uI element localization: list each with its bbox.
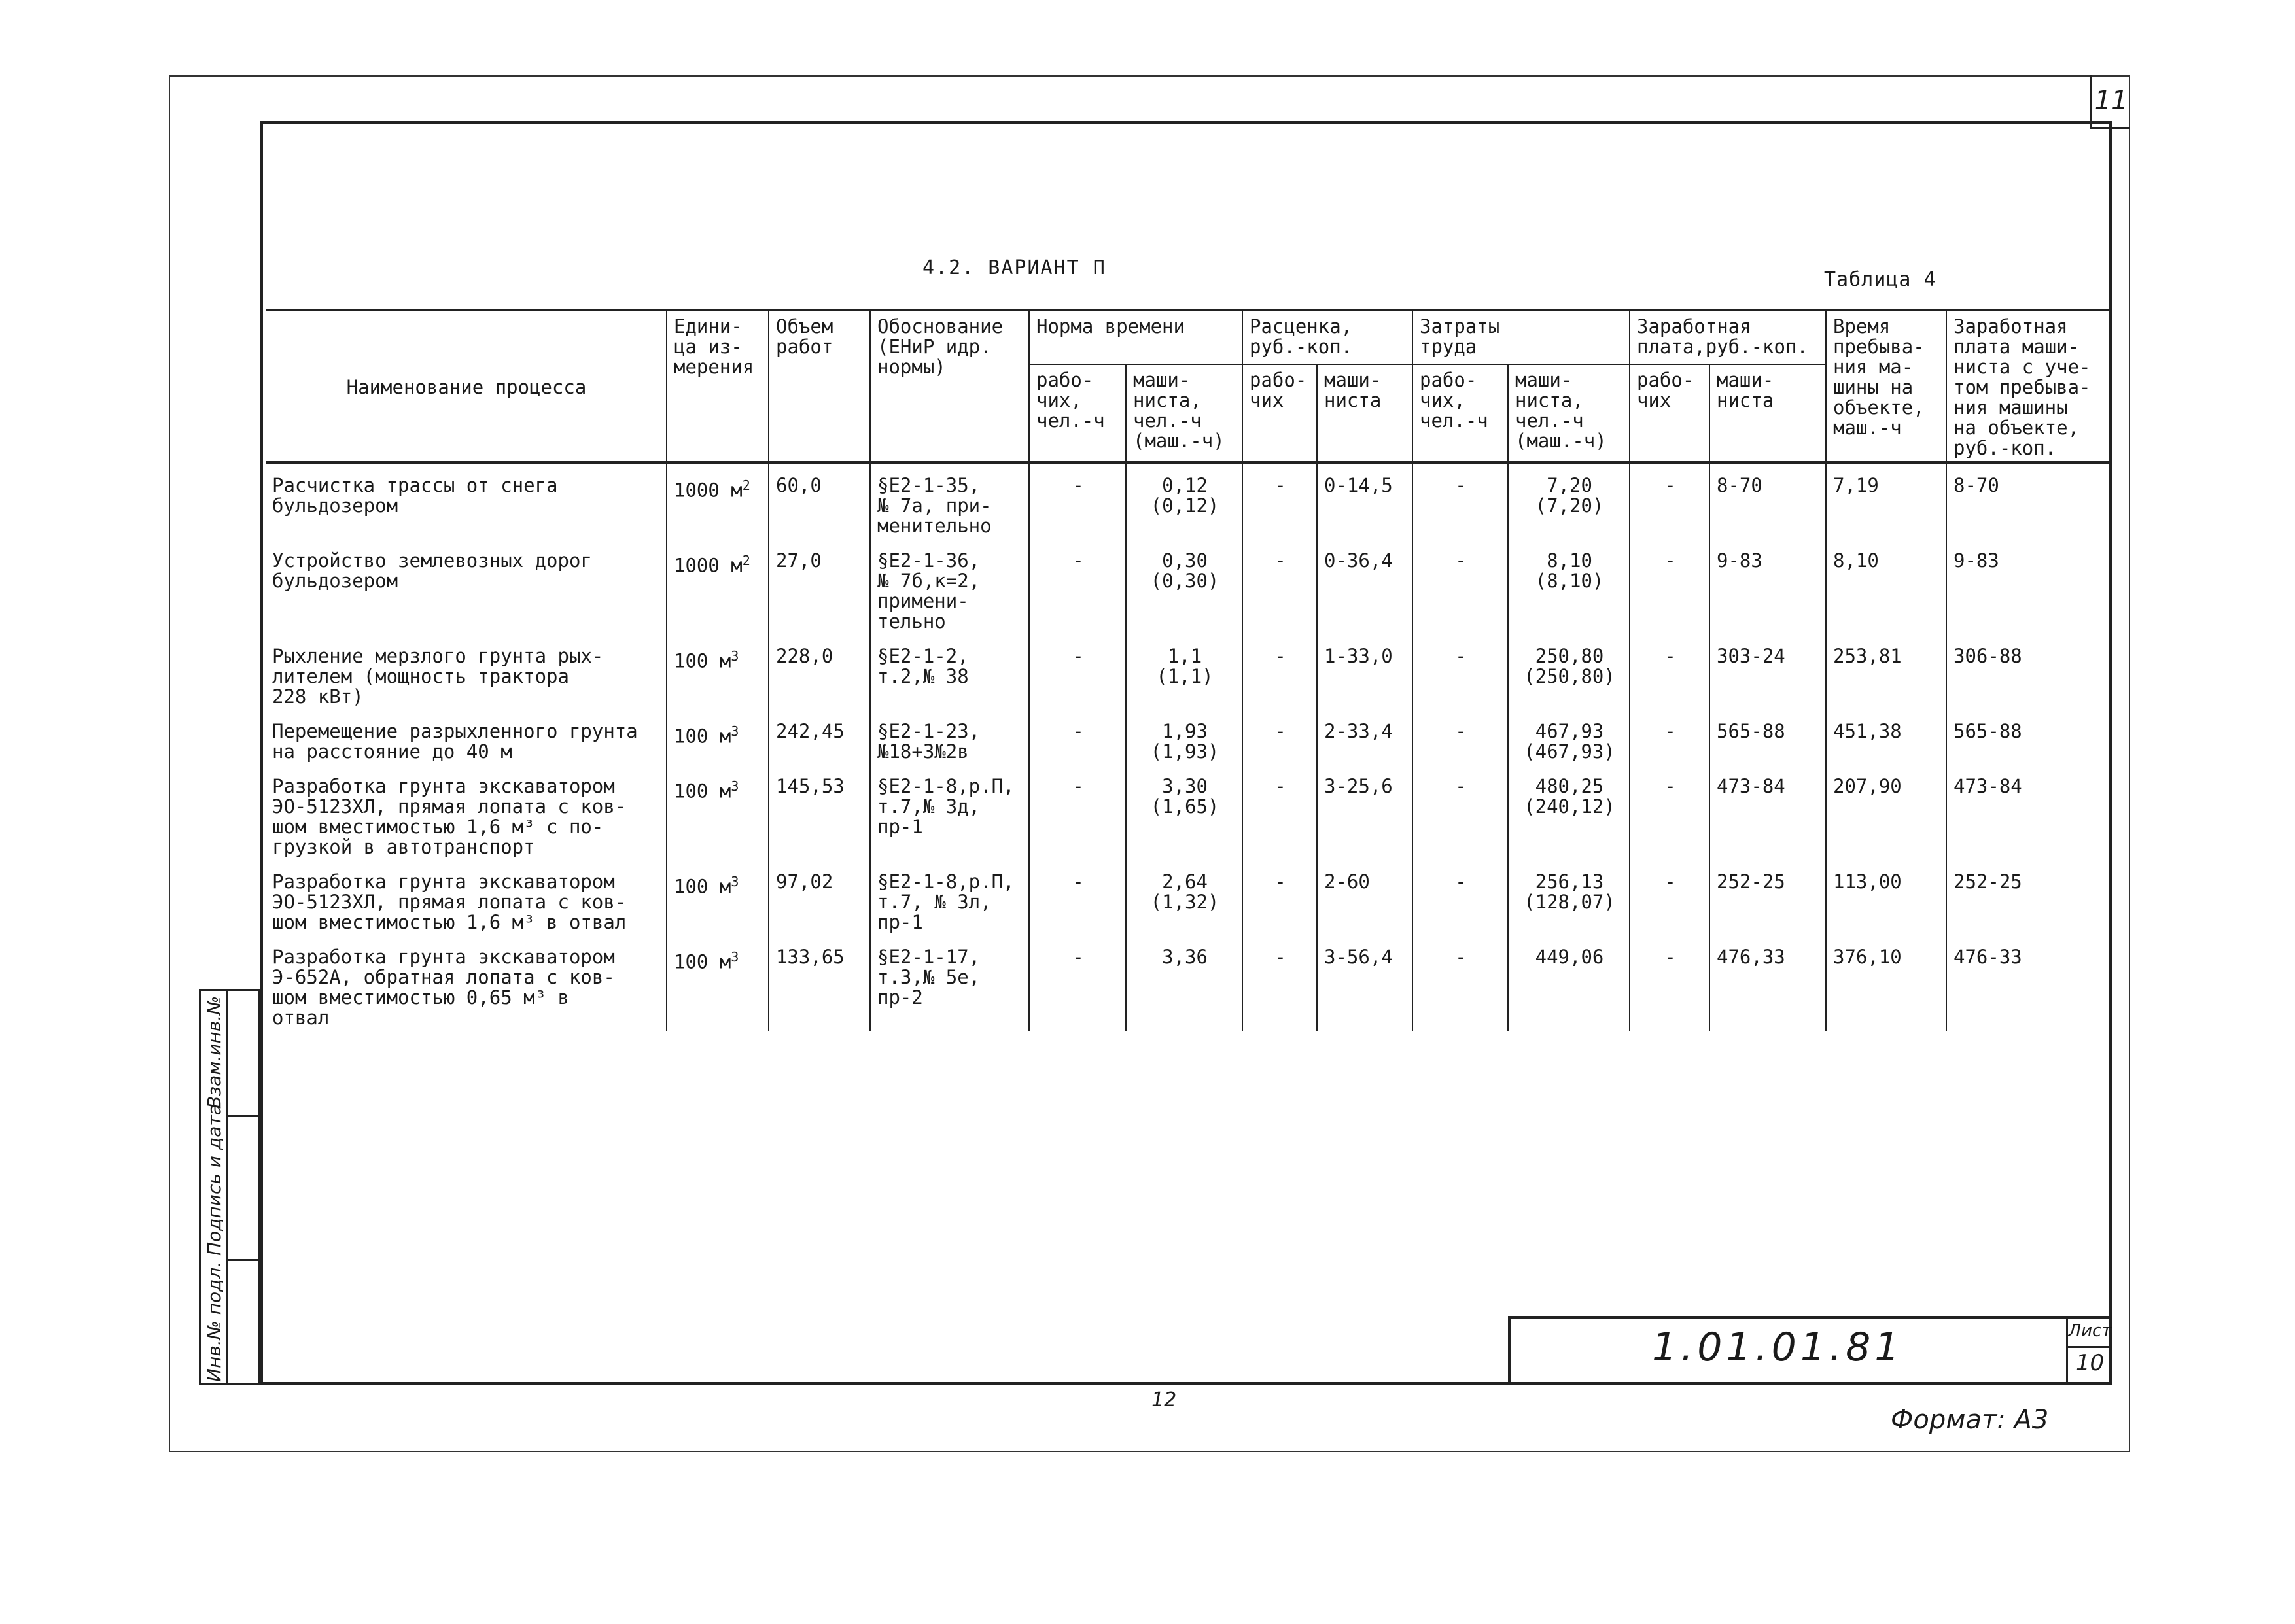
cell-unit (667, 710, 769, 765)
table-row (266, 710, 2112, 765)
sheet-label: Лист (2068, 1321, 2112, 1348)
unit-power: 2 (742, 553, 750, 568)
table-label: Таблица 4 (1824, 268, 1936, 291)
cell-volume: 242,45 (769, 710, 870, 765)
header-wage: Заработная плата,руб.-коп. (1630, 310, 1826, 364)
cell-time-norm-machinist: 2,64 (1,32) (1126, 860, 1242, 935)
unit-power: 3 (731, 874, 739, 890)
cell-name: Устройство землевозных дорог бульдозером (272, 549, 592, 592)
cell-basis: §Е2-1-35, № 7а, при- менительно (870, 462, 1029, 539)
cell-wage-machinist: 476,33 (1709, 935, 1826, 1031)
cell-machine-wage: 8-70 (1946, 462, 2112, 539)
cell-unit (667, 860, 769, 935)
header-tn-workers: рабо- чих, чел.-ч (1029, 364, 1126, 462)
cell-basis: §Е2-1-2, т.2,№ 38 (870, 634, 1029, 710)
cell-labor-machinist: 8,10 (8,10) (1508, 539, 1630, 634)
cell-name: Разработка грунта экскаватором Э-652А, обратная лопата с ков- шом вместимостью 0,65 м³ в отвал (272, 946, 615, 1029)
cell-time-norm-workers: - (1029, 860, 1126, 935)
cell-wage-workers: - (1630, 462, 1709, 539)
sign-date-label: Подпись и дата (203, 1104, 225, 1256)
cell-labor-machinist: 250,80 (250,80) (1508, 634, 1630, 710)
cell-wage-workers: - (1630, 539, 1709, 634)
unit-power: 3 (731, 949, 739, 965)
unit-text: 1000 м (674, 479, 743, 502)
cell-time-norm-machinist: 1,1 (1,1) (1126, 634, 1242, 710)
table-row (266, 765, 2112, 860)
process-table (266, 309, 2112, 1031)
replace-inv-label: Взам.инв.№ (203, 995, 225, 1109)
cell-unit (667, 935, 769, 1031)
cell-wage-workers: - (1630, 765, 1709, 860)
cell-machine-time: 451,38 (1826, 710, 1946, 765)
cell-wage-workers: - (1630, 935, 1709, 1031)
header-rate: Расценка, руб.-коп. (1242, 310, 1412, 364)
stamp-cell-inv (226, 1259, 260, 1387)
cell-rate-workers: - (1242, 710, 1317, 765)
table-body (266, 462, 2112, 1031)
cell-wage-machinist: 9-83 (1709, 539, 1826, 634)
cell-rate-machinist: 3-56,4 (1317, 935, 1412, 1031)
cell-labor-machinist: 256,13 (128,07) (1508, 860, 1630, 935)
cell-time-norm-machinist: 3,36 (1126, 935, 1242, 1031)
header-time-norm: Норма времени (1029, 310, 1242, 364)
cell-volume: 97,02 (769, 860, 870, 935)
unit-text: 100 м (674, 649, 731, 672)
cell-rate-machinist: 3-25,6 (1317, 765, 1412, 860)
cell-unit (667, 765, 769, 860)
cell-wage-machinist: 473-84 (1709, 765, 1826, 860)
cell-wage-machinist: 303-24 (1709, 634, 1826, 710)
cell-machine-time: 8,10 (1826, 539, 1946, 634)
unit-text: 100 м (674, 875, 731, 898)
sheet-number: 10 (2075, 1350, 2105, 1376)
cell-name: Расчистка трассы от снега бульдозером (272, 474, 558, 517)
cell-wage-workers: - (1630, 710, 1709, 765)
cell-rate-workers: - (1242, 634, 1317, 710)
cell-basis: §Е2-1-8,р.П, т.7,№ 3д, пр-1 (870, 765, 1029, 860)
unit-power: 3 (731, 648, 739, 664)
cell-wage-machinist: 8-70 (1709, 462, 1826, 539)
table-row (266, 539, 2112, 634)
cell-machine-time: 113,00 (1826, 860, 1946, 935)
top-page-number: 11 (2090, 75, 2130, 129)
cell-rate-workers: - (1242, 860, 1317, 935)
cell-basis: §Е2-1-23, №18+3№2в (870, 710, 1029, 765)
cell-wage-machinist: 252-25 (1709, 860, 1826, 935)
header-process: Наименование процесса (266, 310, 667, 462)
format-label: Формат: А3 (1891, 1405, 2049, 1435)
cell-rate-machinist: 0-14,5 (1317, 462, 1412, 539)
cell-basis: §Е2-1-8,р.П, т.7, № 3л, пр-1 (870, 860, 1029, 935)
cell-wage-machinist: 565-88 (1709, 710, 1826, 765)
cell-labor-workers: - (1412, 539, 1508, 634)
cell-time-norm-workers: - (1029, 935, 1126, 1031)
cell-time-norm-machinist: 0,30 (0,30) (1126, 539, 1242, 634)
cell-rate-workers: - (1242, 462, 1317, 539)
cell-machine-wage: 476-33 (1946, 935, 2112, 1031)
cell-labor-workers: - (1412, 935, 1508, 1031)
cell-rate-workers: - (1242, 539, 1317, 634)
cell-machine-time: 376,10 (1826, 935, 1946, 1031)
cell-labor-machinist: 449,06 (1508, 935, 1630, 1031)
unit-text: 100 м (674, 725, 731, 748)
unit-text: 100 м (674, 950, 731, 973)
cell-machine-time: 207,90 (1826, 765, 1946, 860)
header-labor-workers: рабо- чих, чел.-ч (1412, 364, 1508, 462)
header-rate-machinist: маши- ниста (1317, 364, 1412, 462)
cell-labor-workers: - (1412, 710, 1508, 765)
cell-name: Разработка грунта экскаватором ЭО-5123ХЛ, прямая лопата с ков- шом вместимостью 1,6 м³ в отвал (272, 871, 627, 933)
cell-volume: 60,0 (769, 462, 870, 539)
unit-power: 2 (742, 477, 750, 493)
inv-orig-label: Инв.№ подл. (203, 1261, 225, 1382)
cell-name: Перемещение разрыхленного грунта на расстояние до 40 м (272, 720, 638, 763)
cell-time-norm-workers: - (1029, 765, 1126, 860)
cell-time-norm-machinist: 3,30 (1,65) (1126, 765, 1242, 860)
cell-time-norm-machinist: 0,12 (0,12) (1126, 462, 1242, 539)
header-basis: Обоснование (ЕНиР идр. нормы) (870, 310, 1029, 462)
cell-rate-machinist: 2-60 (1317, 860, 1412, 935)
unit-text: 1000 м (674, 554, 743, 577)
cell-wage-workers: - (1630, 634, 1709, 710)
cell-unit (667, 539, 769, 634)
cell-machine-wage: 306-88 (1946, 634, 2112, 710)
table-row (266, 860, 2112, 935)
table-row (266, 462, 2112, 539)
cell-rate-machinist: 2-33,4 (1317, 710, 1412, 765)
cell-labor-workers: - (1412, 634, 1508, 710)
header-machine-wage: Заработная плата маши- ниста с уче- том пребыва- ния машины на объекте, руб.-коп. (1946, 310, 2112, 462)
table-row (266, 935, 2112, 1031)
cell-rate-machinist: 1-33,0 (1317, 634, 1412, 710)
cell-time-norm-workers: - (1029, 462, 1126, 539)
sheet-box (2066, 1316, 2112, 1385)
cell-machine-wage: 252-25 (1946, 860, 2112, 935)
cell-volume: 145,53 (769, 765, 870, 860)
section-title: 4.2. ВАРИАНТ П (922, 256, 1106, 279)
header-row-1 (266, 310, 2112, 364)
header-wage-workers: рабо- чих (1630, 364, 1709, 462)
header-tn-machinist: маши- ниста, чел.-ч (маш.-ч) (1126, 364, 1242, 462)
cell-time-norm-workers: - (1029, 634, 1126, 710)
side-stamp (199, 989, 260, 1385)
document-code: 1.01.01.81 (1652, 1324, 1904, 1370)
cell-unit (667, 462, 769, 539)
cell-basis: §Е2-1-36, № 7б,к=2, примени- тельно (870, 539, 1029, 634)
cell-labor-machinist: 7,20 (7,20) (1508, 462, 1630, 539)
cell-machine-wage: 473-84 (1946, 765, 2112, 860)
cell-machine-time: 253,81 (1826, 634, 1946, 710)
cell-basis: §Е2-1-17, т.3,№ 5е, пр-2 (870, 935, 1029, 1031)
unit-text: 100 м (674, 780, 731, 803)
cell-machine-wage: 9-83 (1946, 539, 2112, 634)
cell-rate-workers: - (1242, 935, 1317, 1031)
header-rate-workers: рабо- чих (1242, 364, 1317, 462)
cell-labor-machinist: 480,25 (240,12) (1508, 765, 1630, 860)
cell-labor-workers: - (1412, 860, 1508, 935)
cell-time-norm-workers: - (1029, 710, 1126, 765)
header-volume: Объем работ (769, 310, 870, 462)
stamp-cell-sign (226, 1115, 260, 1261)
header-labor-machinist: маши- ниста, чел.-ч (маш.-ч) (1508, 364, 1630, 462)
cell-volume: 27,0 (769, 539, 870, 634)
stamp-cell-replace (226, 991, 260, 1115)
cell-wage-workers: - (1630, 860, 1709, 935)
cell-rate-machinist: 0-36,4 (1317, 539, 1412, 634)
header-wage-machinist: маши- ниста (1709, 364, 1826, 462)
cell-name: Рыхление мерзлого грунта рых- лителем (мощность трактора 228 кВт) (272, 645, 604, 708)
unit-power: 3 (731, 778, 739, 794)
cell-labor-workers: - (1412, 765, 1508, 860)
cell-machine-wage: 565-88 (1946, 710, 2112, 765)
cell-name: Разработка грунта экскаватором ЭО-5123ХЛ, прямая лопата с ков- шом вместимостью 1,6 м³ с по- грузкой в автотранспорт (272, 775, 627, 858)
cell-labor-workers: - (1412, 462, 1508, 539)
cell-rate-workers: - (1242, 765, 1317, 860)
unit-power: 3 (731, 723, 739, 739)
cell-machine-time: 7,19 (1826, 462, 1946, 539)
cell-unit (667, 634, 769, 710)
cell-volume: 228,0 (769, 634, 870, 710)
cell-time-norm-machinist: 1,93 (1,93) (1126, 710, 1242, 765)
cell-volume: 133,65 (769, 935, 870, 1031)
header-machine-time: Время пребыва- ния ма- шины на объекте, маш.-ч (1826, 310, 1946, 462)
header-unit: Едини- ца из- мерения (667, 310, 769, 462)
cell-labor-machinist: 467,93 (467,93) (1508, 710, 1630, 765)
bottom-page-number: 12 (1151, 1389, 1177, 1411)
header-labor: Затраты труда (1412, 310, 1630, 364)
table-row (266, 634, 2112, 710)
cell-time-norm-workers: - (1029, 539, 1126, 634)
